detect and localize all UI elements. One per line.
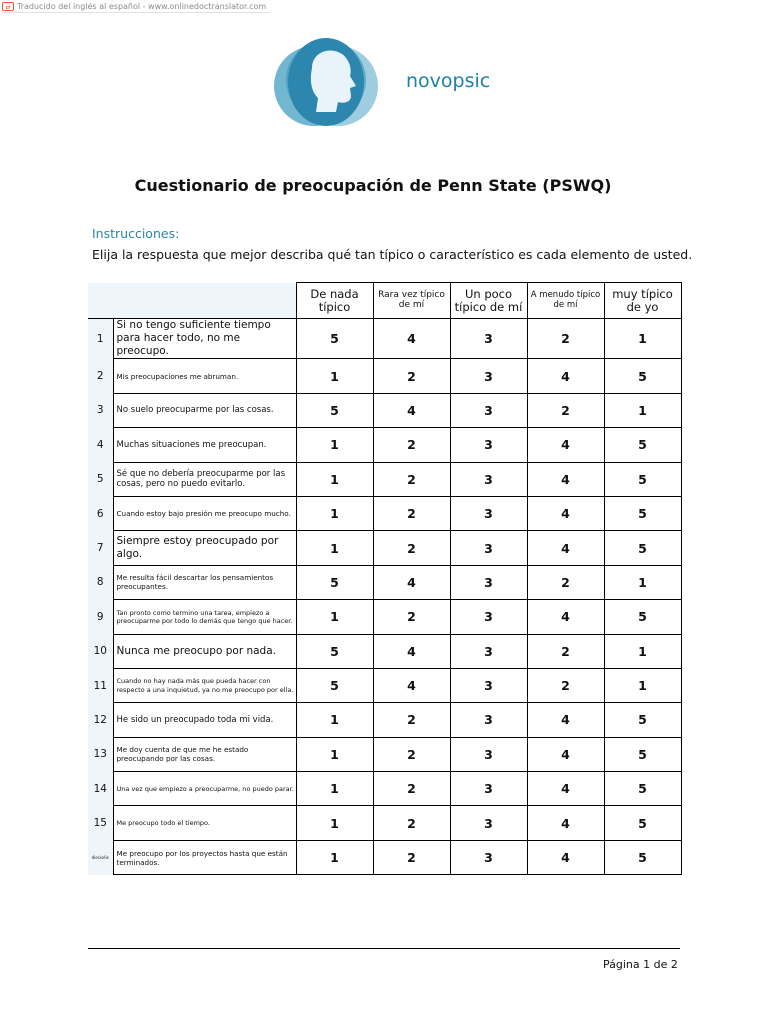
column-header-1: De nada típico: [296, 283, 373, 319]
translator-banner-text: Traducido del inglés al español - www.onlinedoctranslator.com: [17, 1, 267, 11]
row-number: 12: [88, 703, 113, 737]
instructions-text: Elija la respuesta que mejor describa qué tan típico o característico es cada elemento de usted.: [92, 247, 693, 262]
option-value[interactable]: 4: [373, 319, 450, 359]
option-value[interactable]: 2: [373, 462, 450, 496]
option-value[interactable]: 1: [604, 319, 681, 359]
table-row: [88, 531, 681, 565]
option-value[interactable]: 3: [450, 359, 527, 393]
column-header-3: Un poco típico de mí: [450, 283, 527, 319]
option-value[interactable]: 4: [527, 600, 604, 634]
row-number: 15: [88, 806, 113, 840]
header-blank-number: [88, 283, 113, 319]
row-item-text: Nunca me preocupo por nada.: [113, 634, 296, 668]
row-item-text: Me preocupo todo el tiempo.: [113, 806, 296, 840]
option-value[interactable]: 3: [450, 634, 527, 668]
option-value[interactable]: 4: [527, 359, 604, 393]
option-value[interactable]: 3: [450, 428, 527, 462]
table-row: [88, 703, 681, 737]
option-value[interactable]: 5: [296, 393, 373, 427]
option-value[interactable]: 3: [450, 319, 527, 359]
option-value[interactable]: 4: [373, 634, 450, 668]
option-value[interactable]: 1: [296, 428, 373, 462]
table-row: [88, 634, 681, 668]
option-value[interactable]: 5: [604, 428, 681, 462]
column-header-5: muy típico de yo: [604, 283, 681, 319]
option-value[interactable]: 1: [296, 531, 373, 565]
option-value[interactable]: 2: [527, 634, 604, 668]
table-row: [88, 496, 681, 530]
option-value[interactable]: 2: [373, 737, 450, 771]
row-number: 13: [88, 737, 113, 771]
table-row: [88, 668, 681, 702]
row-number: 6: [88, 496, 113, 530]
option-value[interactable]: 3: [450, 703, 527, 737]
option-value[interactable]: 4: [527, 428, 604, 462]
row-item-text: Siempre estoy preocupado por algo.: [113, 531, 296, 565]
option-value[interactable]: 4: [527, 703, 604, 737]
option-value[interactable]: 2: [527, 393, 604, 427]
option-value[interactable]: 1: [604, 565, 681, 599]
option-value[interactable]: 2: [527, 565, 604, 599]
option-value[interactable]: 1: [296, 600, 373, 634]
row-number: 14: [88, 772, 113, 806]
option-value[interactable]: 5: [604, 703, 681, 737]
row-item-text: Si no tengo suficiente tiempo para hacer todo, no me preocupo.: [113, 319, 296, 359]
option-value[interactable]: 1: [296, 737, 373, 771]
option-value[interactable]: 4: [373, 565, 450, 599]
row-number: 10: [88, 634, 113, 668]
page-number: Página 1 de 2: [603, 958, 678, 971]
option-value[interactable]: 5: [604, 600, 681, 634]
table-row: [88, 359, 681, 393]
row-item-text: Muchas situaciones me preocupan.: [113, 428, 296, 462]
option-value[interactable]: 4: [527, 531, 604, 565]
option-value[interactable]: 1: [604, 393, 681, 427]
option-value[interactable]: 4: [527, 462, 604, 496]
option-value[interactable]: 1: [296, 359, 373, 393]
option-value[interactable]: 5: [296, 565, 373, 599]
option-value[interactable]: 4: [527, 737, 604, 771]
table-row: [88, 462, 681, 496]
head-profile-logo-icon: [272, 34, 380, 130]
option-value[interactable]: 3: [450, 600, 527, 634]
brand-name: novopsic: [406, 70, 491, 92]
row-item-text: Me preocupo por los proyectos hasta que están terminados.: [113, 840, 296, 874]
row-item-text: Mis preocupaciones me abruman.: [113, 359, 296, 393]
table-row: [88, 806, 681, 840]
option-value[interactable]: 1: [296, 496, 373, 530]
table-row: [88, 393, 681, 427]
option-value[interactable]: 3: [450, 565, 527, 599]
option-value[interactable]: 1: [604, 634, 681, 668]
row-item-text: Cuando estoy bajo presión me preocupo mucho.: [113, 496, 296, 530]
option-value[interactable]: 4: [373, 668, 450, 702]
option-value[interactable]: 5: [604, 496, 681, 530]
row-item-text: Tan pronto como termino una tarea, empiezo a preocuparme por todo lo demás que tengo que hacer.: [113, 600, 296, 634]
header-blank-item: [113, 283, 296, 319]
option-value[interactable]: 1: [296, 462, 373, 496]
option-value[interactable]: 5: [604, 806, 681, 840]
row-number: 2: [88, 359, 113, 393]
option-value[interactable]: 4: [373, 393, 450, 427]
row-item-text: Sé que no debería preocuparme por las cosas, pero no puedo evitarlo.: [113, 462, 296, 496]
option-value[interactable]: 2: [373, 600, 450, 634]
option-value[interactable]: 4: [527, 496, 604, 530]
row-item-text: Me resulta fácil descartar los pensamientos preocupantes.: [113, 565, 296, 599]
option-value[interactable]: 5: [296, 319, 373, 359]
table-row: [88, 772, 681, 806]
option-value[interactable]: 3: [450, 531, 527, 565]
option-value[interactable]: 3: [450, 737, 527, 771]
option-value[interactable]: 5: [296, 668, 373, 702]
row-item-text: Una vez que empiezo a preocuparme, no puedo parar.: [113, 772, 296, 806]
option-value[interactable]: 4: [527, 772, 604, 806]
option-value[interactable]: 2: [527, 668, 604, 702]
option-value[interactable]: 3: [450, 772, 527, 806]
option-value[interactable]: 4: [527, 806, 604, 840]
option-value[interactable]: 1: [296, 703, 373, 737]
option-value[interactable]: 2: [373, 428, 450, 462]
column-header-2: Rara vez típico de mí: [373, 283, 450, 319]
row-number: 11: [88, 668, 113, 702]
table-row: [88, 428, 681, 462]
row-number: 3: [88, 393, 113, 427]
option-value[interactable]: 2: [373, 840, 450, 874]
row-number: 7: [88, 531, 113, 565]
option-value[interactable]: 5: [604, 531, 681, 565]
option-value[interactable]: 2: [373, 531, 450, 565]
pdf-translator-icon: ⇄: [2, 2, 14, 11]
option-value[interactable]: 1: [296, 772, 373, 806]
option-value[interactable]: 3: [450, 462, 527, 496]
option-value[interactable]: 5: [604, 772, 681, 806]
option-value[interactable]: 2: [373, 496, 450, 530]
row-number: 8: [88, 565, 113, 599]
footer-divider: [88, 948, 680, 949]
table-row: [88, 737, 681, 771]
option-value[interactable]: 2: [373, 703, 450, 737]
translator-banner: [2, 0, 270, 13]
table-row: [88, 840, 681, 874]
option-value[interactable]: 3: [450, 668, 527, 702]
page-title: Cuestionario de preocupación de Penn State (PSWQ): [134, 176, 612, 195]
option-value[interactable]: 5: [604, 737, 681, 771]
table-header-row: [88, 283, 681, 319]
option-value[interactable]: 3: [450, 840, 527, 874]
option-value[interactable]: 5: [296, 634, 373, 668]
row-number: 9: [88, 600, 113, 634]
row-number: 1: [88, 319, 113, 359]
option-value[interactable]: 2: [373, 772, 450, 806]
column-header-4: A menudo típico de mí: [527, 283, 604, 319]
option-value[interactable]: 3: [450, 393, 527, 427]
option-value[interactable]: 3: [450, 496, 527, 530]
option-value[interactable]: 3: [450, 806, 527, 840]
option-value[interactable]: 5: [604, 462, 681, 496]
option-value[interactable]: 1: [296, 806, 373, 840]
option-value[interactable]: 5: [604, 359, 681, 393]
row-item-text: Cuando no hay nada más que pueda hacer con respecto a una inquietud, ya no me preocupo por ella.: [113, 668, 296, 702]
table-row: [88, 600, 681, 634]
option-value[interactable]: 2: [527, 319, 604, 359]
option-value[interactable]: 2: [373, 806, 450, 840]
option-value[interactable]: 2: [373, 359, 450, 393]
row-item-text: Me doy cuenta de que me he estado preocupando por las cosas.: [113, 737, 296, 771]
row-item-text: He sido un preocupado toda mi vida.: [113, 703, 296, 737]
option-value[interactable]: 1: [604, 668, 681, 702]
option-value[interactable]: 1: [296, 840, 373, 874]
option-value[interactable]: 4: [527, 840, 604, 874]
row-item-text: No suelo preocuparme por las cosas.: [113, 393, 296, 427]
table-row: [88, 565, 681, 599]
table-row: [88, 319, 681, 359]
row-number: 4: [88, 428, 113, 462]
questionnaire-table: [88, 282, 682, 875]
row-number: 5: [88, 462, 113, 496]
option-value[interactable]: 5: [604, 840, 681, 874]
row-number: dieciséis: [88, 840, 113, 874]
instructions-heading: Instrucciones:: [92, 226, 180, 241]
